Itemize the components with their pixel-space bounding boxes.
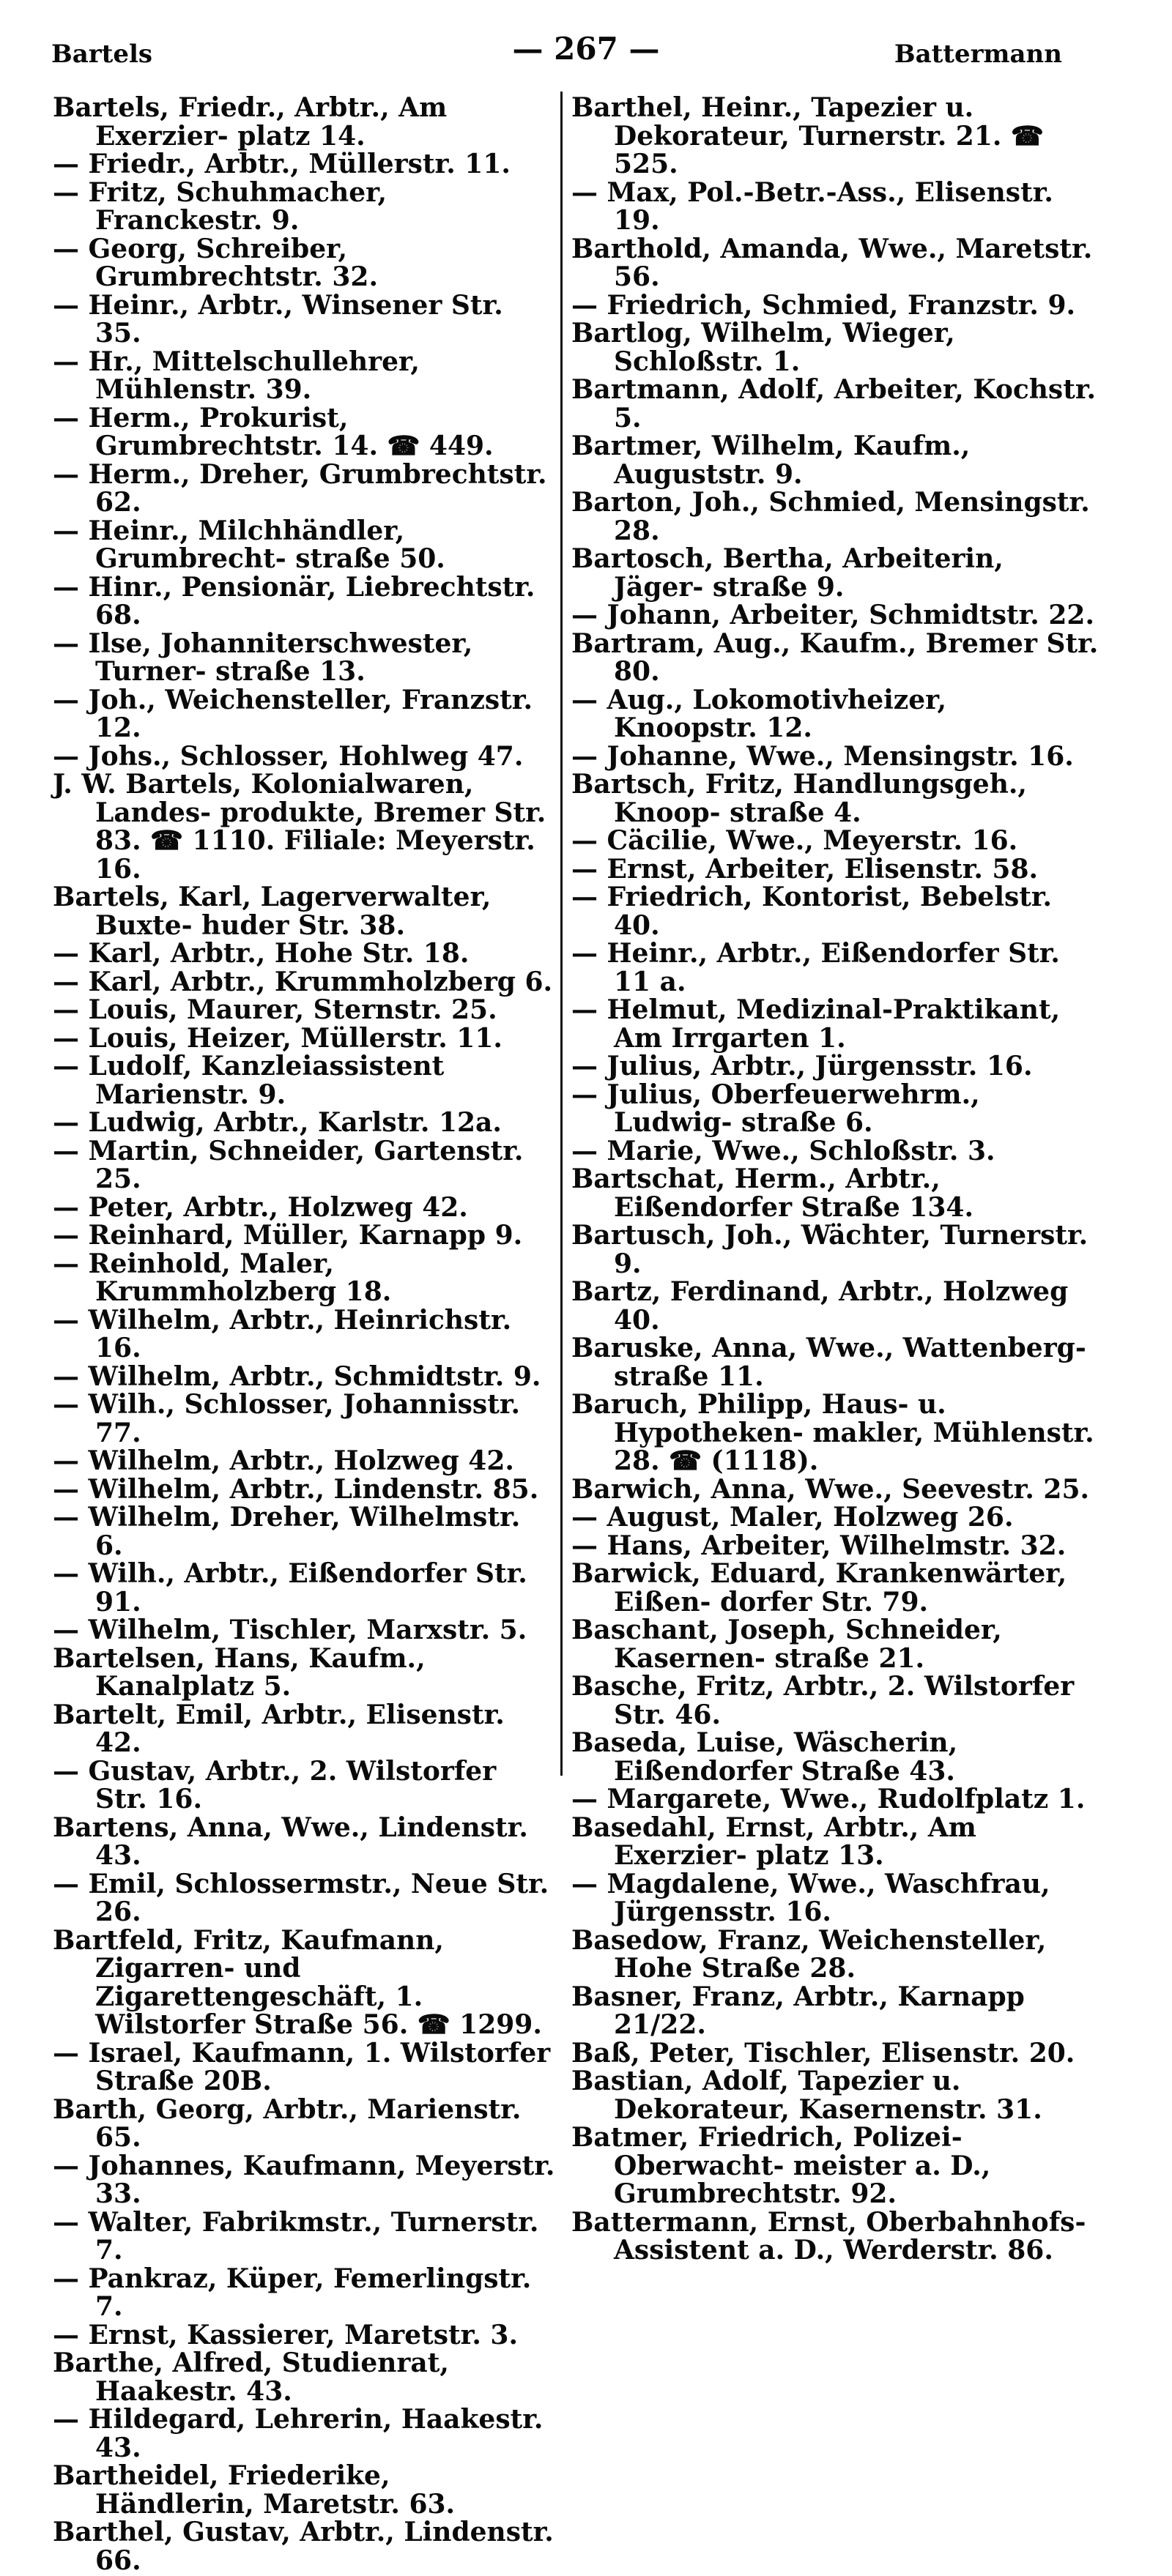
directory-entry: — Peter, Arbtr., Holzweg 42. <box>53 1191 468 1223</box>
directory-entry: — Johanne, Wwe., Mensingstr. 16. <box>571 740 1074 772</box>
directory-entry: — Aug., Lokomotivheizer, Knoopstr. 12. <box>571 684 946 743</box>
directory-entry: — Julius, Oberfeuerwehrm., Ludwig- straße 6. <box>571 1079 980 1138</box>
directory-entry: — Max, Pol.-Betr.-Ass., Elisenstr. 19. <box>571 176 1053 236</box>
directory-entry: — Wilhelm, Dreher, Wilhelmstr. 6. <box>53 1502 521 1561</box>
directory-entry: Barwich, Anna, Wwe., Seevestr. 25. <box>571 1473 1090 1505</box>
directory-entry: — Herm., Dreher, Grumbrechtstr. 62. <box>53 458 547 518</box>
directory-entry: — Emil, Schlossermstr., Neue Str. 26. <box>53 1868 549 1927</box>
directory-entry: — Johannes, Kaufmann, Meyerstr. 33. <box>53 2150 555 2209</box>
directory-entry: — Hr., Mittelschullehrer, Mühlenstr. 39. <box>53 346 420 405</box>
directory-entry: Baruske, Anna, Wwe., Wattenberg- straße 11. <box>571 1333 1086 1392</box>
directory-entry: Barthe, Alfred, Studienrat, Haakestr. 43. <box>53 2348 449 2407</box>
left-column <box>53 92 557 2576</box>
header-first-name: Bartels <box>51 40 153 69</box>
directory-entry: — Reinhard, Müller, Karnapp 9. <box>53 1220 523 1251</box>
directory-entry: — Hans, Arbeiter, Wilhelmstr. 32. <box>571 1530 1067 1561</box>
directory-entry: Basedow, Franz, Weichensteller, Hohe Straße 28. <box>571 1924 1047 1984</box>
directory-entry: — Ludwig, Arbtr., Karlstr. 12a. <box>53 1107 502 1138</box>
directory-entry: — Wilh., Arbtr., Eißendorfer Str. 91. <box>53 1558 527 1618</box>
directory-entry: — Herm., Prokurist, Grumbrechtstr. 14. ☎ 449. <box>53 402 494 461</box>
directory-entry: J. W. Bartels, Kolonialwaren, Landes- produkte, Bremer Str. 83. ☎ 1110. Filiale: Meyerstr. 16. <box>53 769 546 885</box>
directory-entry: Bartram, Aug., Kaufm., Bremer Str. 80. <box>571 628 1099 687</box>
directory-entry: — Wilhelm, Arbtr., Holzweg 42. <box>53 1445 514 1476</box>
directory-entry: — Hinr., Pensionär, Liebrechtstr. 68. <box>53 571 535 630</box>
directory-entry: Basche, Fritz, Arbtr., 2. Wilstorfer Str. 46. <box>571 1671 1075 1730</box>
directory-entry: Barwick, Eduard, Krankenwärter, Eißen- dorfer Str. 79. <box>571 1558 1067 1618</box>
directory-entry: — Israel, Kaufmann, 1. Wilstorfer Straße 20B. <box>53 2037 551 2096</box>
directory-entry: Basner, Franz, Arbtr., Karnapp 21/22. <box>571 1981 1025 2040</box>
directory-entry: — Martin, Schneider, Gartenstr. 25. <box>53 1135 524 1194</box>
directory-entry: Barthold, Amanda, Wwe., Maretstr. 56. <box>571 233 1093 292</box>
directory-entry: — Helmut, Medizinal-Praktikant, Am Irrgarten 1. <box>571 994 1061 1054</box>
directory-entry: Baruch, Philipp, Haus- u. Hypotheken- makler, Mühlenstr. 28. ☎ (1118). <box>571 1389 1094 1476</box>
directory-entry: — Friedrich, Schmied, Franzstr. 9. <box>571 289 1076 321</box>
directory-entry: Bartmann, Adolf, Arbeiter, Kochstr. 5. <box>571 374 1097 433</box>
directory-entry: — Magdalene, Wwe., Waschfrau, Jürgensstr. 16. <box>571 1868 1050 1927</box>
directory-entry: Baseda, Luise, Wäscherin, Eißendorfer Straße 43. <box>571 1727 958 1787</box>
directory-entry: Barthel, Heinr., Tapezier u. Dekorateur, Turnerstr. 21. ☎ 525. <box>571 92 1044 179</box>
directory-entry: — Friedr., Arbtr., Müllerstr. 11. <box>53 149 511 179</box>
directory-entry: — Johs., Schlosser, Hohlweg 47. <box>53 740 524 772</box>
directory-entry: Bartheidel, Friederike, Händlerin, Maretstr. 63. <box>53 2460 456 2520</box>
directory-entry: — Wilh., Schlosser, Johannisstr. 77. <box>53 1389 521 1448</box>
directory-entry: — Wilhelm, Arbtr., Lindenstr. 85. <box>53 1473 539 1505</box>
directory-entry: — Karl, Arbtr., Krummholzberg 6. <box>53 966 553 997</box>
directory-entry: — Julius, Arbtr., Jürgensstr. 16. <box>571 1051 1033 1082</box>
directory-entry: — Heinr., Arbtr., Eißendorfer Str. 11 a. <box>571 938 1060 997</box>
directory-entry: — Wilhelm, Tischler, Marxstr. 5. <box>53 1615 527 1645</box>
directory-entry: Bartlog, Wilhelm, Wieger, Schloßstr. 1. <box>571 318 955 377</box>
directory-entry: Basedahl, Ernst, Arbtr., Am Exerzier- platz 13. <box>571 1812 976 1871</box>
directory-entry: Baß, Peter, Tischler, Elisenstr. 20. <box>571 2037 1075 2069</box>
directory-entry: Bartels, Karl, Lagerverwalter, Buxte- huder Str. 38. <box>53 882 492 941</box>
directory-entry: — Cäcilie, Wwe., Meyerstr. 16. <box>571 825 1018 856</box>
directory-entry: — Georg, Schreiber, Grumbrechtstr. 32. <box>53 233 378 292</box>
directory-entry: Bartosch, Bertha, Arbeiterin, Jäger- straße 9. <box>571 543 1004 603</box>
directory-entry: Bartz, Ferdinand, Arbtr., Holzweg 40. <box>571 1276 1069 1336</box>
directory-entry: Baschant, Joseph, Schneider, Kasernen- straße 21. <box>571 1615 1002 1674</box>
directory-entry: — Heinr., Milchhändler, Grumbrecht- straße 50. <box>53 515 445 574</box>
directory-entry: — Marie, Wwe., Schloßstr. 3. <box>571 1135 995 1166</box>
directory-entry: Bartels, Friedr., Arbtr., Am Exerzier- platz 14. <box>53 92 448 152</box>
directory-entry: Batmer, Friedrich, Polizei-Oberwacht- meister a. D., Grumbrechtstr. 92. <box>571 2122 991 2209</box>
directory-entry: — Reinhold, Maler, Krummholzberg 18. <box>53 1248 392 1307</box>
directory-entry: — August, Maler, Holzweg 26. <box>571 1502 1014 1533</box>
directory-entry: — Fritz, Schuhmacher, Franckestr. 9. <box>53 176 387 236</box>
directory-entry: Bartelsen, Hans, Kaufm., Kanalplatz 5. <box>53 1642 426 1702</box>
directory-entry: — Gustav, Arbtr., 2. Wilstorfer Str. 16. <box>53 1755 497 1814</box>
page-header <box>0 29 1172 73</box>
directory-entry: — Walter, Fabrikmstr., Turnerstr. 7. <box>53 2206 539 2266</box>
right-column <box>571 92 1099 2266</box>
column-divider <box>560 92 563 1776</box>
directory-entry: Bartsch, Fritz, Handlungsgeh., Knoop- straße 4. <box>571 769 1027 828</box>
directory-entry: — Joh., Weichensteller, Franzstr. 12. <box>53 684 533 743</box>
directory-entry: — Heinr., Arbtr., Winsener Str. 35. <box>53 289 503 349</box>
directory-entry: Bartschat, Herm., Arbtr., Eißendorfer Straße 134. <box>571 1164 973 1223</box>
directory-entry: — Johann, Arbeiter, Schmidtstr. 22. <box>571 600 1095 630</box>
directory-entry: — Ernst, Arbeiter, Elisenstr. 58. <box>571 853 1039 885</box>
directory-entry: — Friedrich, Kontorist, Bebelstr. 40. <box>571 882 1053 941</box>
directory-entry: — Louis, Heizer, Müllerstr. 11. <box>53 1022 502 1054</box>
directory-entry: — Ernst, Kassierer, Maretstr. 3. <box>53 2319 518 2350</box>
header-last-name: Battermann <box>894 40 1062 69</box>
directory-entry: — Ilse, Johanniterschwester, Turner- straße 13. <box>53 628 473 687</box>
directory-entry: Barton, Joh., Schmied, Mensingstr. 28. <box>571 487 1090 546</box>
directory-entry: Barthel, Gustav, Arbtr., Lindenstr. 66. <box>53 2517 554 2576</box>
directory-entry: — Hildegard, Lehrerin, Haakestr. 43. <box>53 2404 544 2463</box>
directory-entry: Bastian, Adolf, Tapezier u. Dekorateur, Kasernenstr. 31. <box>571 2066 1042 2125</box>
directory-entry: Battermann, Ernst, Oberbahnhofs- Assistent a. D., Werderstr. 86. <box>571 2206 1086 2266</box>
directory-entry: — Karl, Arbtr., Hohe Str. 18. <box>53 938 470 969</box>
directory-entry: Bartfeld, Fritz, Kaufmann, Zigarren- und Zigarettengeschäft, 1. Wilstorfer Straße 56. ☎ 1299. <box>53 1924 542 2040</box>
directory-entry: Bartens, Anna, Wwe., Lindenstr. 43. <box>53 1812 528 1871</box>
directory-entry: — Wilhelm, Arbtr., Schmidtstr. 9. <box>53 1360 541 1392</box>
page-number: — 267 — <box>512 31 660 67</box>
directory-entry: Bartusch, Joh., Wächter, Turnerstr. 9. <box>571 1220 1088 1279</box>
directory-entry: — Louis, Maurer, Sternstr. 25. <box>53 994 497 1025</box>
directory-entry: — Pankraz, Küper, Femerlingstr. 7. <box>53 2263 532 2322</box>
directory-entry: Barth, Georg, Arbtr., Marienstr. 65. <box>53 2093 522 2153</box>
directory-entry: Bartmer, Wilhelm, Kaufm., Auguststr. 9. <box>571 431 971 490</box>
directory-entry: Bartelt, Emil, Arbtr., Elisenstr. 42. <box>53 1699 505 1758</box>
directory-entry: — Margarete, Wwe., Rudolfplatz 1. <box>571 1784 1086 1814</box>
directory-entry: — Ludolf, Kanzleiassistent Marienstr. 9. <box>53 1051 445 1110</box>
directory-entry: — Wilhelm, Arbtr., Heinrichstr. 16. <box>53 1304 512 1363</box>
